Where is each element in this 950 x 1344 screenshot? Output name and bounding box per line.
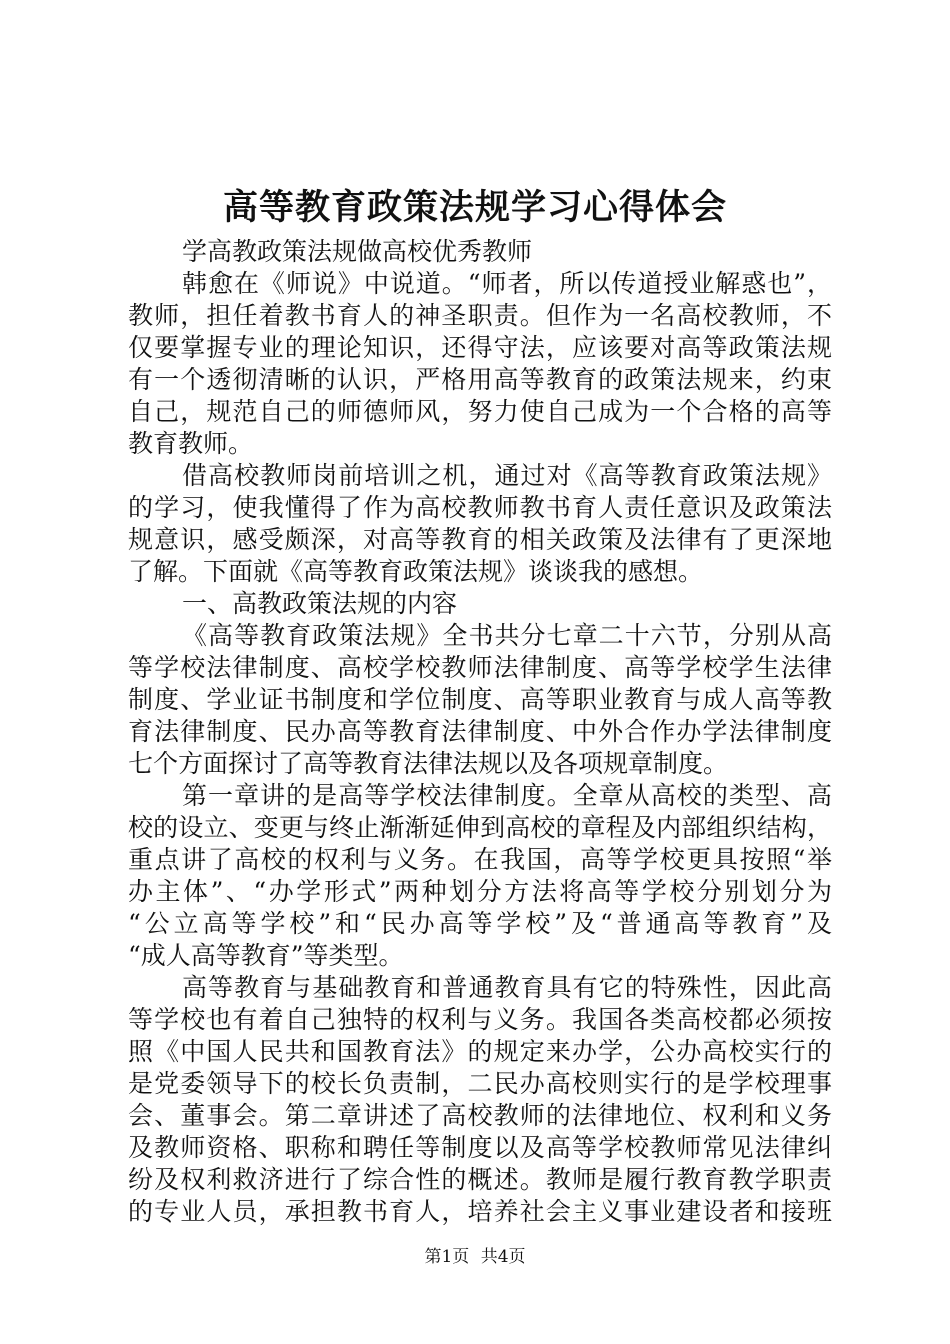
body-line: 学高教政策法规做高校优秀教师 (182, 237, 533, 266)
body-line: 是党委领导下的校长负责制，二民办高校则实行的是学校理事 (128, 1069, 832, 1098)
body-line: 《高等教育政策法规》全书共分七章二十六节，分别从高 (182, 621, 832, 650)
page-total: 共4页 (480, 1247, 526, 1267)
body-line: 教育教师。 (128, 429, 254, 458)
body-line: 照《中国人民共和国教育法》的规定来办学，公办高校实行的 (128, 1037, 832, 1066)
body-line: 有一个透彻清晰的认识，严格用高等教育的政策法规来，约束 (128, 365, 832, 394)
body-line: 七个方面探讨了高等教育法律法规以及各项规章制度。 (128, 749, 729, 778)
body-line: 教师，担任着教书育人的神圣职责。但作为一名高校教师，不 (128, 301, 832, 330)
body-line: 重点讲了高校的权利与义务。在我国，高等学校更具按照“举 (128, 845, 832, 874)
body-line: 规意识，感受颇深，对高等教育的相关政策及法律有了更深地 (128, 525, 832, 554)
body-line: 借高校教师岗前培训之机，通过对《高等教育政策法规》 (182, 461, 832, 490)
document-title: 高等教育政策法规学习心得体会 (222, 187, 727, 228)
body-line: “成人高等教育”等类型。 (128, 941, 404, 970)
body-line: 等学校法律制度、高校学校教师法律制度、高等学校学生法律 (128, 653, 832, 682)
body-line: 的学习，使我懂得了作为高校教师教书育人责任意识及政策法 (128, 493, 832, 522)
document-body (128, 236, 832, 1228)
body-line: 校的设立、变更与终止渐渐延伸到高校的章程及内部组织结构， (128, 813, 832, 842)
body-line: 及教师资格、职称和聘任等制度以及高等学校教师常见法律纠 (128, 1133, 832, 1162)
body-line: 办主体”、“办学形式”两种划分方法将高等学校分别划分为 (128, 877, 832, 906)
page-footer (0, 1245, 950, 1269)
body-line: 纷及权利救济进行了综合性的概述。教师是履行教育教学职责 (128, 1165, 832, 1194)
body-line: 等学校也有着自己独特的权利与义务。我国各类高校都必须按 (128, 1005, 832, 1034)
body-line: 一、高教政策法规的内容 (182, 589, 458, 618)
body-line: 仅要掌握专业的理论知识，还得守法，应该要对高等政策法规 (128, 333, 832, 362)
body-line: 了解。下面就《高等教育政策法规》谈谈我的感想。 (128, 557, 704, 586)
body-line: 会、董事会。第二章讲述了高校教师的法律地位、权利和义务 (128, 1101, 832, 1130)
body-line: 的专业人员，承担教书育人，培养社会主义事业建设者和接班 (128, 1197, 832, 1226)
page-number: 第1页 (424, 1247, 470, 1267)
body-line: 育法律制度、民办高等教育法律制度、中外合作办学法律制度 (128, 717, 832, 746)
body-line: 韩愈在《师说》中说道。“师者，所以传道授业解惑也”， (182, 269, 832, 298)
body-line: 第一章讲的是高等学校法律制度。全章从高校的类型、高 (182, 781, 832, 810)
body-line: 制度、学业证书制度和学位制度、高等职业教育与成人高等教 (128, 685, 832, 714)
body-line: “公立高等学校”和“民办高等学校”及“普通高等教育”及 (128, 909, 832, 938)
body-line: 高等教育与基础教育和普通教育具有它的特殊性，因此高 (182, 973, 832, 1002)
body-line: 自己，规范自己的师德师风，努力使自己成为一个合格的高等 (128, 397, 832, 426)
